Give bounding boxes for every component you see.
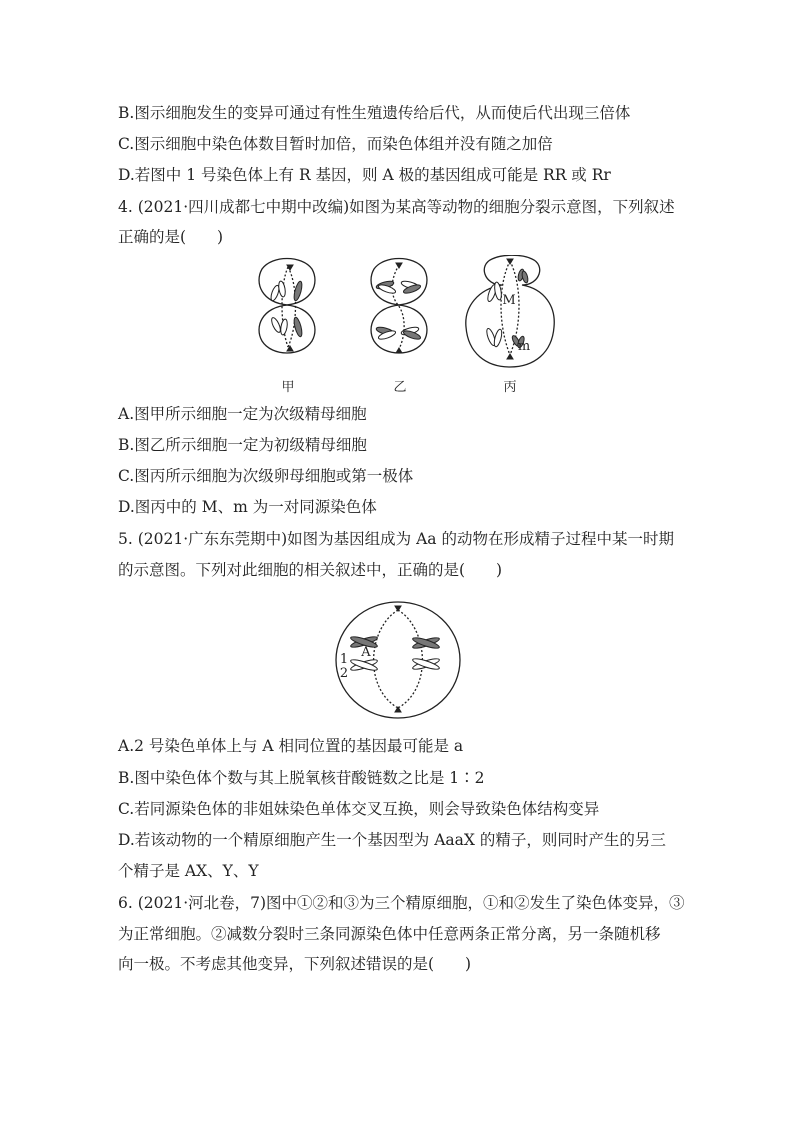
q5-option-d-line1: D.若该动物的一个精原细胞产生一个基因型为 AaaX 的精子，则同时产生的另三: [118, 831, 666, 849]
chrom-label-m: m: [517, 339, 531, 354]
fig-label-bing: 丙: [503, 380, 517, 395]
fig-label-jia: 甲: [281, 380, 295, 395]
cell-yi-chromosomes: [376, 263, 422, 353]
q4-option-b: B.图乙所示细胞一定为初级精母细胞: [118, 436, 367, 454]
chromatid-label-2: 2: [339, 666, 349, 681]
q5-stem-line1: 5. (2021·广东东莞期中)如图为基因组成为 Aa 的动物在形成精子过程中某一时期: [118, 530, 674, 548]
q4-cell-figure: [240, 255, 560, 375]
q3-option-c: C.图示细胞中染色体数目暂时加倍，而染色体组并没有随之加倍: [118, 135, 553, 153]
q5-option-b: B.图中染色体个数与其上脱氧核苷酸链数之比是 1∶2: [118, 769, 485, 787]
fig-label-yi: 乙: [393, 380, 407, 395]
q3-option-b: B.图示细胞发生的变异可通过有性生殖遗传给后代，从而使后代出现三倍体: [118, 104, 631, 122]
chromatid-label-1: 1: [339, 652, 349, 667]
q5-option-c: C.若同源染色体的非姐妹染色单体交叉互换，则会导致染色体结构变异: [118, 800, 600, 818]
q5-option-a: A.2 号染色单体上与 A 相同位置的基因最可能是 a: [118, 737, 464, 755]
q5-stem-line2: 的示意图。下列对此细胞的相关叙述中，正确的是( ): [118, 561, 503, 579]
q3-option-d: D.若图中 1 号染色体上有 R 基因，则 A 极的基因组成可能是 RR 或 Rr: [118, 166, 611, 184]
q4-option-d: D.图丙中的 M、m 为一对同源染色体: [118, 498, 377, 516]
q6-stem-line1: 6. (2021·河北卷，7)图中①②和③为三个精原细胞，①和②发生了染色体变异，③: [118, 894, 685, 912]
cell-bing: [466, 255, 554, 367]
q4-option-a: A.图甲所示细胞一定为次级精母细胞: [118, 405, 367, 423]
cell-jia: [259, 259, 315, 354]
q6-stem-line3: 向一极。不考虑其他变异，下列叙述错误的是( ): [118, 955, 472, 973]
gene-label-A: A: [361, 645, 371, 660]
q4-stem-line2: 正确的是( ): [118, 228, 224, 246]
q5-option-d-line2: 个精子是 AX、Y、Y: [118, 862, 259, 880]
q4-stem-line1: 4. (2021·四川成都七中期中改编)如图为某高等动物的细胞分裂示意图，下列叙述: [118, 198, 675, 216]
chrom-label-M: M: [502, 293, 516, 308]
q6-stem-line2: 为正常细胞。②减数分裂时三条同源染色体中任意两条正常分离，另一条随机移: [118, 925, 661, 943]
q4-option-c: C.图丙所示细胞为次级卵母细胞或第一极体: [118, 467, 414, 485]
